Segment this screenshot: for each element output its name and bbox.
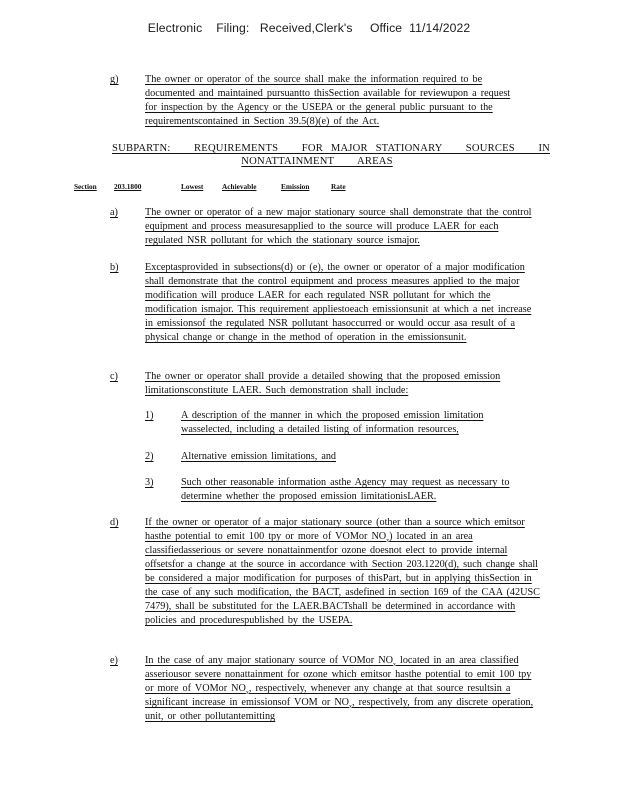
paragraph-g-label: g)	[110, 74, 119, 85]
subpart-heading-line2: NONATTAINMENT AREAS	[241, 156, 393, 167]
item-c-2-label: 2)	[145, 451, 154, 462]
item-e-text-part4: , respectively, from any discrete operation, unit, or other pollutantemitting	[145, 697, 534, 722]
item-d-label: d)	[110, 517, 119, 528]
item-e-subscript-2: x	[245, 690, 249, 697]
section-word: Section	[74, 182, 97, 191]
subpart-heading-line1: SUBPARTN: REQUIREMENTS FOR MAJOR STATIONARY SOURCES IN	[112, 143, 551, 154]
item-d-text	[145, 516, 540, 628]
item-c-text: The owner or operator shall provide a detailed showing that the proposed emission limitationsconstitute LAER. Such demonstration shall include:	[145, 371, 501, 396]
item-e-subscript-3: x	[349, 704, 353, 711]
item-a-text: The owner or operator of a new major stationary source shall demonstrate that the control equipment and process measuresapplied to the source will produce LAER for each regulated NSR pollutant for which the stationary source ismajor.	[145, 207, 532, 246]
section-title-word-4: Rate	[331, 182, 346, 191]
item-b-label: b)	[110, 262, 119, 273]
item-e-subscript-1: x	[392, 662, 396, 669]
item-a-label: a)	[110, 207, 118, 218]
subpart-heading	[112, 142, 551, 168]
item-c-3-text: Such other reasonable information asthe Agency may request as necessary to determine whether the proposed emission limitationisLAER.	[181, 477, 510, 502]
item-c-2-text: Alternative emission limitations, and	[181, 451, 337, 462]
item-c-1-label: 1)	[145, 410, 154, 421]
section-title-word-1: Lowest	[181, 182, 204, 191]
item-d-subscript: x	[386, 538, 390, 545]
item-e-text-part3: , respectively, whenever any change at that source resultsin a significant increase in emissionsof VOM or NO	[145, 683, 511, 708]
item-c-label: c)	[110, 371, 118, 382]
electronic-filing-header: Electronic Filing: Received,Clerk's Office 11/14/2022	[147, 21, 471, 35]
item-c-1-text: A description of the manner in which the proposed emission limitation wasselected, including a detailed listing of information resources,	[181, 410, 484, 435]
item-e-label: e)	[110, 655, 118, 666]
section-title-word-2: Achievable	[222, 182, 257, 191]
item-d-text-part1: If the owner or operator of a major stationary source (other than a source which emitsor hasthe potential to emit 100 tpy or more of VOMor NO	[145, 517, 525, 542]
item-c-3-label: 3)	[145, 477, 154, 488]
item-d-text-part2: ) located in an area classifiedasserious or severe nonattainmentfor ozone doesnot elect to provide internal offsetsfor a change at the source in accordance with Section 203.1220(d), such change shall be considered a major modification for purposes of thisPart, but in applying thisSection in the case of any such modification, the BACT, asdefined in section 169 of the CAA (42USC 7479), shall be substituted for the LAER.BACTshall be determined in accordance with policies and procedurespublished by the USEPA.	[145, 531, 540, 626]
item-e-text-part1: In the case of any major stationary source of VOMor NO	[145, 655, 393, 666]
item-e-text	[145, 654, 540, 724]
section-title-word-3: Emission	[281, 182, 310, 191]
section-number: 203.1800	[114, 182, 142, 191]
item-e-text-part2: located in an area classified asseriousor severe nonattainment for ozone which emitsor hasthe potential to emit 100 tpy or more of VOMor NO	[145, 655, 532, 694]
item-b-text: Exceptasprovided in subsections(d) or (e), the owner or operator of a major modification shall demonstrate that the control equipment and process measures applied to the major modification will produce LAER for each regulated NSR pollutant for which the modification ismajor. This requirement appliestoeach emissionsunit at which a net increase in emissionsof the regulated NSR pollutant hasoccurred or would occur asa result of a physical change or change in the method of operation in the emissionsunit.	[145, 262, 532, 343]
paragraph-g-text: The owner or operator of the source shall make the information required to be documented and maintained pursuantto thisSection available for reviewupon a request for inspection by the Agency or the USEPA or the general public pursuant to the requirementscontained in Section 39.5(8)(e) of the Act.	[145, 74, 511, 127]
